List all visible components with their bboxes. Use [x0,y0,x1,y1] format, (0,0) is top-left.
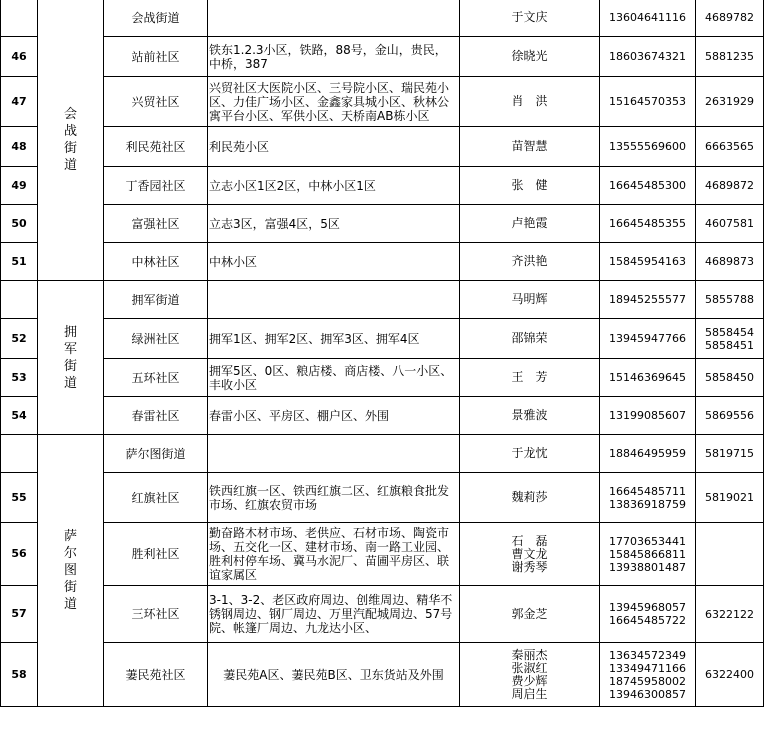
contact-person [460,281,600,319]
table-row [1,37,764,77]
coverage-area: 春雷小区、平房区、棚户区、外围 [208,397,460,435]
line-text: 6322122 [705,607,754,621]
community-name: 胜利社区 [104,523,208,586]
mobile-phone [600,586,696,643]
line-text: 5858454 [705,325,754,339]
line-text: 13555569600 [609,140,686,153]
mobile-phone [600,243,696,281]
mobile-phone [600,523,696,586]
office-phone [696,0,764,37]
line-text: 13836918759 [609,497,686,511]
mobile-phone [600,643,696,707]
coverage-area: 利民苑小区 [208,127,460,167]
line-text: 张 健 [511,178,548,192]
line-text: 张淑红 [511,660,548,675]
line-text: 18945255577 [609,293,686,306]
line-text: 15146369645 [609,371,686,384]
contact-person [460,643,600,707]
community-name: 绿洲社区 [104,319,208,359]
line-text: 于龙忱 [511,446,548,460]
line-text: 6322400 [705,668,754,681]
office-phone [696,473,764,523]
office-phone [696,127,764,167]
line-text: 4689872 [705,179,754,192]
contact-person [460,397,600,435]
table-row [1,359,764,397]
community-name: 会战街道 [104,0,208,37]
row-number [1,0,38,37]
table-row [1,77,764,127]
contact-person [460,77,600,127]
line-text: 4607581 [705,217,754,230]
line-text: 卢艳霞 [511,216,548,230]
community-name: 五环社区 [104,359,208,397]
contact-person [460,473,600,523]
table-row [1,127,764,167]
office-phone [696,397,764,435]
table-row [1,643,764,707]
line-text: 16645485300 [609,179,686,192]
line-text: 马明辉 [511,292,548,306]
mobile-phone [600,397,696,435]
line-text: 5855788 [705,293,754,306]
table-row [1,435,764,473]
row-number: 55 [1,473,38,523]
row-number: 56 [1,523,38,586]
contact-person [460,523,600,586]
coverage-area: 萋民苑A区、萋民苑B区、卫东货站及外围 [208,643,460,707]
line-text: 13604641116 [609,11,686,24]
community-name: 萋民苑社区 [104,643,208,707]
line-text: 郭金芝 [511,606,548,621]
office-phone [696,523,764,586]
line-text: 18745958002 [609,674,686,688]
coverage-area: 拥军5区、0区、粮店楼、商店楼、八一小区、丰收小区 [208,359,460,397]
mobile-phone [600,281,696,319]
row-number: 57 [1,586,38,643]
office-phone [696,435,764,473]
line-text: 5881235 [705,50,754,63]
office-phone [696,319,764,359]
coverage-area: 中林小区 [208,243,460,281]
line-text: 石 磊 [511,533,548,548]
office-phone [696,77,764,127]
row-number: 54 [1,397,38,435]
coverage-area: 拥军1区、拥军2区、拥军3区、拥军4区 [208,319,460,359]
line-text: 6663565 [705,140,754,153]
community-name: 利民苑社区 [104,127,208,167]
office-phone [696,205,764,243]
line-text: 曹文龙 [511,546,548,561]
line-text: 13945947766 [609,332,686,345]
line-text: 苗智慧 [511,139,548,153]
line-text: 齐洪艳 [511,254,548,268]
mobile-phone [600,167,696,205]
line-text: 王 芳 [511,370,548,384]
line-text: 邵锦荣 [511,331,548,345]
line-text: 16645485355 [609,217,686,230]
community-name: 站前社区 [104,37,208,77]
table-row [1,586,764,643]
table-row [1,281,764,319]
coverage-area: 立志3区，富强4区，5区 [208,205,460,243]
line-text: 18846495959 [609,447,686,460]
table-row [1,0,764,37]
contact-person [460,127,600,167]
contact-person [460,586,600,643]
line-text: 谢秀琴 [511,559,548,574]
line-text: 15164570353 [609,95,686,108]
line-text: 15845866811 [609,547,686,561]
community-name: 中林社区 [104,243,208,281]
mobile-phone [600,205,696,243]
community-name: 兴贸社区 [104,77,208,127]
contact-person [460,37,600,77]
line-text: 17703653441 [609,534,686,548]
office-phone [696,37,764,77]
table-row [1,523,764,586]
street-label: 萨尔图街道 [63,529,77,612]
row-number: 52 [1,319,38,359]
coverage-area: 铁东1.2.3小区，铁路，88号，金山，贵民，中桥，387 [208,37,460,77]
office-phone [696,359,764,397]
contact-person [460,243,600,281]
line-text: 15845954163 [609,255,686,268]
community-name: 拥军街道 [104,281,208,319]
community-name: 丁香园社区 [104,167,208,205]
line-text: 16645485711 [609,484,686,498]
line-text: 13349471166 [609,661,686,675]
table-row [1,243,764,281]
line-text: 4689782 [705,11,754,24]
row-number: 53 [1,359,38,397]
mobile-phone [600,0,696,37]
mobile-phone [600,319,696,359]
line-text: 肖 洪 [511,94,548,108]
line-text: 13634572349 [609,648,686,662]
row-number: 47 [1,77,38,127]
row-number [1,281,38,319]
line-text: 4689873 [705,255,754,268]
street-label: 拥军街道 [63,324,77,391]
contact-person [460,0,600,37]
table-row [1,473,764,523]
mobile-phone [600,359,696,397]
line-text: 13199085607 [609,409,686,422]
line-text: 13938801487 [609,560,686,574]
row-number: 46 [1,37,38,77]
coverage-area: 立志小区1区2区，中林小区1区 [208,167,460,205]
line-text: 5819021 [705,491,754,504]
row-number: 51 [1,243,38,281]
street-cell-huizhan [38,0,104,281]
street-label: 会战街道 [63,106,77,173]
line-text: 2631929 [705,95,754,108]
community-name: 红旗社区 [104,473,208,523]
table-row [1,167,764,205]
coverage-area [208,435,460,473]
row-number: 49 [1,167,38,205]
line-text: 周启生 [511,686,548,701]
coverage-area [208,0,460,37]
office-phone [696,643,764,707]
line-text: 5819715 [705,447,754,460]
mobile-phone [600,77,696,127]
street-cell-saertu [38,435,104,707]
line-text: 秦丽杰 [511,647,548,662]
mobile-phone [600,37,696,77]
office-phone [696,586,764,643]
contact-person [460,167,600,205]
table-row [1,205,764,243]
community-name: 春雷社区 [104,397,208,435]
table-row [1,319,764,359]
line-text: 魏莉莎 [511,490,548,504]
contact-person [460,435,600,473]
coverage-area: 兴贸社区大医院小区、三号院小区、瑞民苑小区、力佳广场小区、金鑫家具城小区、秋林公寓平台小区、军供小区、天桥南AB栋小区 [208,77,460,127]
coverage-area: 勤奋路木材市场、老供应、石材市场、陶瓷市场、五交化一区、建材市场、南一路工业园、胜利村停车场、冀马水泥厂、苗圃平房区、联谊家属区 [208,523,460,586]
line-text: 13946300857 [609,687,686,701]
coverage-area: 铁西红旗一区、铁西红旗二区、红旗粮食批发市场、红旗农贸市场 [208,473,460,523]
row-number: 58 [1,643,38,707]
mobile-phone [600,127,696,167]
row-number [1,435,38,473]
line-text: 16645485722 [609,614,686,627]
office-phone [696,281,764,319]
coverage-area: 3-1、3-2、老区政府周边、创维周边、精华不锈钢周边、钢厂周边、万里汽配城周边、57号院、帐篷厂周边、九龙达小区、 [208,586,460,643]
community-name: 萨尔图街道 [104,435,208,473]
line-text: 费少辉 [511,673,548,688]
line-text: 5858451 [705,338,754,352]
contact-person [460,205,600,243]
contact-person [460,359,600,397]
line-text: 景雅波 [511,408,548,422]
coverage-area [208,281,460,319]
street-cell-yongjun [38,281,104,435]
line-text: 于文庆 [511,10,548,24]
contact-person [460,319,600,359]
mobile-phone [600,435,696,473]
mobile-phone [600,473,696,523]
office-phone [696,243,764,281]
community-name: 富强社区 [104,205,208,243]
office-phone [696,167,764,205]
row-number: 50 [1,205,38,243]
line-text: 18603674321 [609,50,686,63]
line-text: 5869556 [705,409,754,422]
community-name: 三环社区 [104,586,208,643]
table-row [1,397,764,435]
line-text: 徐晓光 [511,49,548,63]
line-text: 13945968057 [609,601,686,614]
row-number: 48 [1,127,38,167]
line-text: 5858450 [705,371,754,384]
